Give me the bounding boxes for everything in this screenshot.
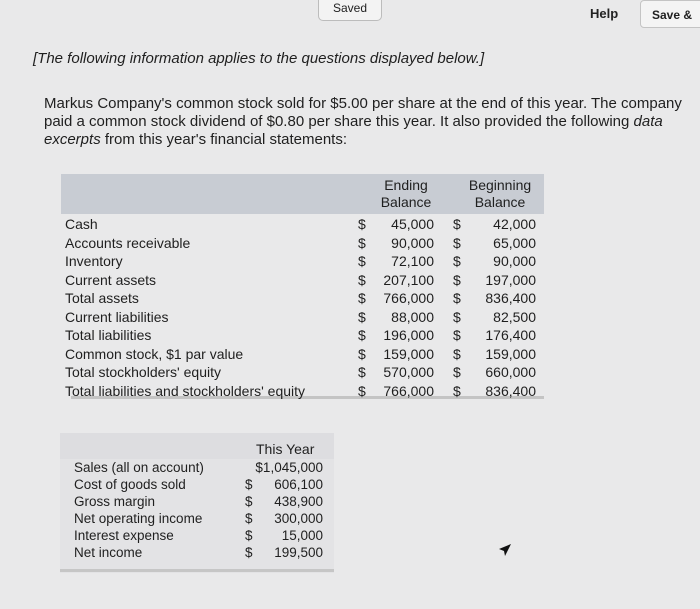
currency-sign: $ [358, 290, 366, 306]
amount: 176,400 [485, 327, 536, 343]
income-row-label: Net operating income [74, 511, 203, 526]
balance-sheet-table [61, 174, 544, 399]
amount: 65,000 [493, 234, 536, 251]
currency-sign: $ [453, 364, 461, 380]
balance-row-label: Inventory [65, 253, 123, 269]
instructions-text: [The following information applies to the questions displayed below.] [33, 50, 485, 67]
amount: 300,000 [274, 511, 323, 526]
amount: 45,000 [391, 216, 434, 232]
balance-row-label: Current assets [65, 271, 157, 288]
balance-row-label: Total stockholders' equity [65, 364, 221, 380]
currency-sign: $ [358, 382, 366, 399]
amount: 197,000 [485, 271, 536, 288]
amount: 42,000 [493, 216, 536, 232]
currency-sign: $ [453, 327, 461, 343]
income-row-label: Net income [74, 545, 143, 560]
currency-sign: $ [358, 216, 366, 232]
currency-sign: $ [245, 528, 253, 543]
currency-sign: $ [453, 234, 461, 251]
amount: 606,100 [274, 477, 323, 492]
header-ending-balance: Ending Balance [380, 177, 432, 210]
amount: 836,400 [485, 290, 536, 306]
currency-sign: $ [453, 308, 461, 325]
amount: 15,000 [281, 528, 323, 543]
amount: 570,000 [383, 364, 434, 380]
intro-text-part1: Markus Company's common stock sold for $5.00 per share at the end of this year. The company paid a common stock dividend of $0.80 per share this year. It also provided the following [44, 95, 682, 130]
currency-sign: $ [358, 271, 366, 288]
income-row-label: Interest expense [74, 528, 174, 543]
question-intro [44, 95, 694, 149]
balance-row-label: Cash [65, 216, 98, 232]
amount: 836,400 [485, 382, 536, 399]
currency-sign: $ [358, 308, 366, 325]
balance-row-label: Common stock, $1 par value [65, 345, 244, 362]
currency-sign: $ [453, 382, 461, 399]
amount: 196,000 [383, 327, 434, 343]
amount: 766,000 [383, 382, 434, 399]
currency-sign: $ [453, 253, 461, 269]
currency-sign: $ [358, 364, 366, 380]
balance-row-label: Total liabilities and stockholders' equity [65, 382, 306, 399]
balance-row-label: Total liabilities [65, 327, 152, 343]
income-row-label: Sales (all on account) [74, 460, 204, 475]
currency-sign: $ [245, 511, 253, 526]
currency-sign: $ [453, 216, 461, 232]
amount: 438,900 [274, 494, 323, 509]
amount: $1,045,000 [255, 460, 323, 475]
amount: 660,000 [485, 364, 536, 380]
saved-status-tab: Saved [318, 0, 382, 21]
currency-sign: $ [358, 234, 366, 251]
currency-sign: $ [453, 271, 461, 288]
currency-sign: $ [245, 477, 253, 492]
amount: 159,000 [485, 345, 536, 362]
save-exit-button[interactable]: Save & [640, 0, 700, 28]
amount: 88,000 [391, 308, 434, 325]
currency-sign: $ [358, 345, 366, 362]
header-this-year: This Year [256, 441, 315, 457]
amount: 90,000 [391, 234, 434, 251]
intro-text-part2: from this year's financial statements: [100, 131, 347, 148]
mouse-cursor-icon [496, 543, 512, 557]
currency-sign: $ [245, 545, 253, 560]
balance-row-label: Total assets [65, 290, 139, 306]
income-statement-bottom-rule [60, 569, 334, 572]
amount: 82,500 [493, 308, 536, 325]
currency-sign: $ [453, 290, 461, 306]
amount: 90,000 [493, 253, 536, 269]
amount: 766,000 [383, 290, 434, 306]
income-row-label: Gross margin [74, 494, 156, 509]
balance-row-label: Current liabilities [65, 308, 169, 325]
top-bar [0, 0, 700, 30]
income-row-label: Cost of goods sold [74, 477, 186, 492]
amount: 72,100 [391, 253, 434, 269]
currency-sign: $ [358, 327, 366, 343]
header-beginning-balance: Beginning Balance [468, 177, 532, 210]
amount: 207,100 [383, 271, 434, 288]
currency-sign: $ [453, 345, 461, 362]
balance-row-label: Accounts receivable [65, 234, 191, 251]
currency-sign: $ [245, 494, 253, 509]
help-button[interactable]: Help [590, 6, 619, 21]
amount: 199,500 [274, 545, 323, 560]
intro-emphasis: data excerpts [44, 113, 663, 148]
income-statement-table [60, 433, 334, 573]
amount: 159,000 [383, 345, 434, 362]
currency-sign: $ [358, 253, 366, 269]
